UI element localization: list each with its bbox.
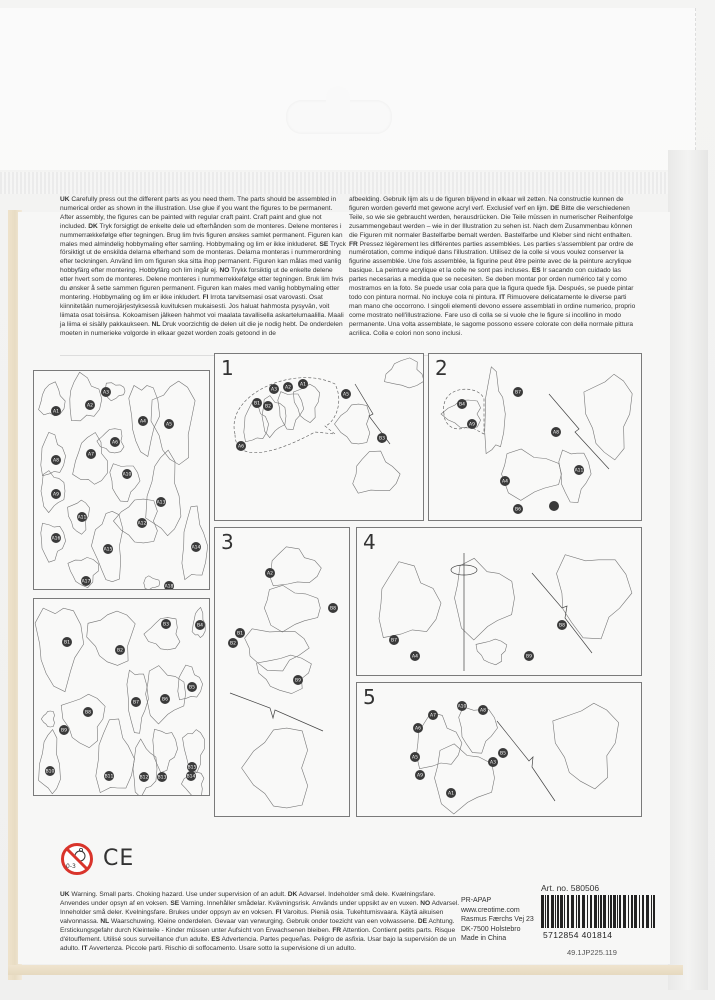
barcode-bar xyxy=(545,895,546,928)
language-text: Trykk forsiktig ut de enkelte delene etter hvert som de monteres. Delene monteres i nummerrekkefølge etter tegningen. Bruk lim hvis du ønsker å sette sammen figuren permanent. Figuren kan males med vanlig hobbymaling etter montering. Hobbymaling og lim er ikke inkludert. xyxy=(60,267,344,301)
svg-text:A16: A16 xyxy=(51,536,61,542)
language-code: NL xyxy=(100,918,110,925)
barcode-bar xyxy=(653,895,655,928)
svg-text:A6: A6 xyxy=(415,726,421,732)
part-outline xyxy=(485,367,506,454)
part-outline xyxy=(459,707,498,753)
barcode-bar xyxy=(564,895,565,928)
language-code: DE xyxy=(417,918,428,925)
svg-text:A11: A11 xyxy=(77,515,87,521)
barcode-bar xyxy=(598,895,599,928)
part-outline xyxy=(502,449,562,500)
language-code: IT xyxy=(499,293,506,301)
barcode-bar xyxy=(603,895,606,928)
part-label xyxy=(191,542,201,552)
part-outline xyxy=(379,562,441,638)
part-outline xyxy=(416,712,462,768)
part-label xyxy=(328,603,338,613)
step-4-illustration xyxy=(357,528,641,675)
barcode-bar xyxy=(547,895,549,928)
manufacturer-city: DK-7500 Holstebro xyxy=(461,925,521,933)
part-outline xyxy=(41,523,66,562)
step-5-illustration xyxy=(357,683,641,816)
svg-text:A7: A7 xyxy=(88,452,94,458)
step-number: 5 xyxy=(363,685,376,709)
part-label xyxy=(110,437,120,447)
instructions-left xyxy=(60,196,347,339)
language-code: DE xyxy=(550,204,560,212)
svg-text:A5: A5 xyxy=(166,422,172,428)
step-number: 4 xyxy=(363,530,376,554)
svg-text:A2: A2 xyxy=(285,385,291,391)
language-code: UK xyxy=(60,891,70,898)
barcode-bar xyxy=(555,895,556,928)
svg-text:B9: B9 xyxy=(295,678,301,684)
part-label xyxy=(187,682,197,692)
part-label xyxy=(457,701,467,711)
part-label xyxy=(115,645,125,655)
svg-text:A2: A2 xyxy=(87,403,93,409)
svg-text:B9: B9 xyxy=(61,728,67,734)
part-label xyxy=(103,544,113,554)
svg-text:A10: A10 xyxy=(122,472,132,478)
barcode-bar xyxy=(590,895,592,928)
language-text: Ir sacando con cuidado las partes necesarias a medida que se necesiten. Se deben montar por orden numérico tal y como mostramos en la foto. Se puede usar cola para que la figura quede fija. Después, se puede pintar todo con pintura normal. No incluye cola ni pintura. xyxy=(349,267,634,301)
language-text: Advarsel. Indeholder små dele. Kvælningsfare. Anvendes under opsyn af en voksen. xyxy=(60,891,436,907)
bag-header-flap xyxy=(0,8,696,170)
svg-text:A1: A1 xyxy=(300,382,306,388)
barcode-bar xyxy=(628,895,629,928)
svg-text:A3: A3 xyxy=(271,387,277,393)
svg-text:B6: B6 xyxy=(515,507,521,513)
svg-text:A7: A7 xyxy=(430,713,436,719)
part-label xyxy=(104,771,114,781)
svg-text:A2: A2 xyxy=(267,571,273,577)
part-label xyxy=(157,772,167,782)
svg-text:B3: B3 xyxy=(379,436,385,442)
barcode-bar xyxy=(651,895,652,928)
part-label xyxy=(77,512,87,522)
part-label xyxy=(488,757,498,767)
language-text: Varning. Innehåller smådelar. Kvävningsrisk. Används under uppsikt av en vuxen. xyxy=(180,900,421,907)
barcode-bar xyxy=(634,895,637,928)
language-code: NO xyxy=(420,900,431,907)
part-outline xyxy=(39,730,61,794)
part-outline xyxy=(70,372,102,421)
manufacturer-street: Rasmus Færchs Vej 23 xyxy=(461,916,534,924)
language-text: Warning. Small parts. Choking hazard. Use under supervision of an adult. xyxy=(71,891,288,898)
part-outline xyxy=(41,711,54,727)
part-label xyxy=(298,379,308,389)
bag-side-fold xyxy=(668,150,708,990)
part-label xyxy=(86,449,96,459)
language-text: Avvertenza. Piccole parti. Rischio di soffocamento. Usare sotto la supervisione di un adulto. xyxy=(88,945,356,952)
part-outline xyxy=(559,450,591,503)
part-outline xyxy=(257,655,312,694)
step-1-panel xyxy=(214,353,424,521)
svg-text:A5: A5 xyxy=(412,755,418,761)
barcode-bar xyxy=(600,895,602,928)
part-label xyxy=(137,518,147,528)
barcode-bar xyxy=(571,895,574,928)
part-outline xyxy=(245,629,310,671)
part-label xyxy=(574,465,584,475)
part-label xyxy=(51,406,61,416)
svg-text:B5: B5 xyxy=(500,751,506,757)
svg-text:B7: B7 xyxy=(391,638,397,644)
article-number: Art. no. 580506 xyxy=(541,883,600,893)
completion-divider xyxy=(230,693,323,731)
part-label xyxy=(186,771,196,781)
part-label xyxy=(85,400,95,410)
part-label xyxy=(59,725,69,735)
completion-divider xyxy=(532,573,592,653)
barcode-bar xyxy=(587,895,588,928)
svg-text:B10: B10 xyxy=(45,769,55,775)
barcode-bar xyxy=(608,895,609,928)
step-3-illustration xyxy=(215,528,349,816)
svg-text:A6: A6 xyxy=(238,444,244,450)
part-label xyxy=(62,637,72,647)
barcode-bar xyxy=(617,895,618,928)
part-label xyxy=(549,501,559,511)
language-text: Achtung. Erstickungsgefahr durch Kleinteile - Kinder müssen unter Aufsicht von Erwachsenen bleiben. xyxy=(60,918,455,934)
barcode-bar xyxy=(551,895,554,928)
language-code: UK xyxy=(60,196,70,203)
part-label xyxy=(498,748,508,758)
language-text: Waarschuwing. Kleine onderdelen. Gevaar van verwurging. Gebruik onder toezicht van een volwassene. xyxy=(110,918,418,925)
part-label xyxy=(51,533,61,543)
part-outline xyxy=(35,608,84,692)
svg-text:A4: A4 xyxy=(140,419,146,425)
part-outline xyxy=(455,558,515,640)
part-label xyxy=(265,568,275,578)
svg-text:B13: B13 xyxy=(157,775,167,781)
barcode-number: 5712854 401814 xyxy=(543,930,613,940)
part-label xyxy=(410,651,420,661)
barcode-bar xyxy=(613,895,616,928)
svg-text:B8: B8 xyxy=(85,710,91,716)
svg-text:A9: A9 xyxy=(469,422,475,428)
svg-text:A12: A12 xyxy=(137,521,147,527)
language-code: SE xyxy=(170,900,180,907)
barcode-bar xyxy=(576,895,577,928)
barcode-bar xyxy=(578,895,580,928)
part-label xyxy=(195,620,205,630)
svg-text:A11: A11 xyxy=(574,468,584,474)
language-code: NO xyxy=(219,267,230,275)
svg-text:B3: B3 xyxy=(163,622,169,628)
language-text: Advertencia. Partes pequeñas. Peligro de asfixia. Usar bajo la supervisión de un adulto. xyxy=(60,936,457,952)
part-label xyxy=(81,576,91,586)
language-code: FI xyxy=(275,909,282,916)
part-label xyxy=(446,788,456,798)
part-outline xyxy=(242,728,308,808)
barcode-bar xyxy=(541,895,544,928)
language-code: FI xyxy=(202,293,209,301)
svg-text:A9: A9 xyxy=(417,773,423,779)
part-label xyxy=(389,635,399,645)
part-label xyxy=(156,497,166,507)
part-outline xyxy=(110,464,140,502)
language-code: FR xyxy=(349,240,358,248)
svg-text:B1: B1 xyxy=(64,640,70,646)
part-outline xyxy=(278,392,304,430)
part-label xyxy=(131,697,141,707)
step-3-panel xyxy=(214,527,350,817)
part-label xyxy=(283,382,293,392)
part-label xyxy=(164,581,174,589)
barcode-bar xyxy=(623,895,626,928)
part-label xyxy=(500,476,510,486)
svg-text:B4: B4 xyxy=(197,623,203,629)
parts-sheet-b xyxy=(33,598,210,796)
part-label xyxy=(269,384,279,394)
part-label xyxy=(293,675,303,685)
language-text: Tryck försiktigt ut de enskilda delarna efterhand som de monteras. Delarna monteras i nummerordning efter teckningen. Använd lim om figuren ska sitta ihop permanent. Figuren kan målas med vanlig hobbyfärg efter montering. Hobbyfärg och lim ingår ej. xyxy=(60,240,346,275)
part-label xyxy=(377,433,387,443)
part-label xyxy=(428,710,438,720)
language-code: ES xyxy=(531,267,541,275)
language-text: Pressez légèrement les différentes parties assemblées. Les parties s'assemblent par ordre de numérotation, comme indiqué dans l'illustration. Utilisez de la colle si vous voulez conserver la figurine assemblée. Une fois assemblée, la figurine peut être peinte avec de la peinture acrylique basique. La peinture acrylique et la colle ne sont pas incluses. xyxy=(349,240,634,275)
language-text: Irrota tarvitsemasi osat varovasti. Osat kiinnitetään numerojärjestyksessä kuvituksen mukaisesti. Jos haluat hahmosta pysyvän, voit liimata osat toisiinsa. Kokoamisen jälkeen hahmot voi maalata tavallisella askartelumaalilla. Maali ja liima ei sisälly pakkaukseen. xyxy=(60,293,344,328)
part-outline xyxy=(144,576,160,589)
barcode xyxy=(541,895,657,931)
language-text: Carefully press out the different parts as you need them. The parts should be assembled in numerical order as shown in the illustration. Use glue if you want the figures to be permanent. After assembly, the figures can be painted with regular craft paint. Craft paint and glue not included. xyxy=(60,196,337,230)
svg-text:B14: B14 xyxy=(186,774,196,780)
svg-text:A13: A13 xyxy=(156,500,166,506)
parts-sheet-a-drawing xyxy=(34,371,209,589)
language-text: Druk voorzichtig de delen uit die je nodig hebt. De onderdelen moeten in numerieke volgorde in elkaar gezet worden zoals getoond in de xyxy=(60,320,343,337)
manufacturer-code: PR-APAP xyxy=(461,897,492,904)
step-number: 2 xyxy=(435,356,448,380)
svg-text:A1: A1 xyxy=(448,791,454,797)
svg-text:A15: A15 xyxy=(103,547,113,553)
part-label xyxy=(228,638,238,648)
svg-text:B1: B1 xyxy=(237,631,243,637)
svg-text:A5: A5 xyxy=(343,392,349,398)
batch-code: 49.1JP225.119 xyxy=(567,948,617,957)
part-outline xyxy=(353,451,400,493)
part-label xyxy=(263,401,273,411)
part-label xyxy=(252,398,262,408)
part-label xyxy=(341,389,351,399)
svg-text:A8: A8 xyxy=(480,708,486,714)
svg-text:A8: A8 xyxy=(553,430,559,436)
wood-board-bottom-edge xyxy=(8,965,683,975)
svg-text:A6: A6 xyxy=(112,440,118,446)
language-code: DK xyxy=(88,222,98,230)
part-label xyxy=(513,504,523,514)
age-warning-icon xyxy=(60,842,94,876)
svg-text:B2: B2 xyxy=(265,404,271,410)
barcode-bar xyxy=(582,895,585,928)
step-number: 1 xyxy=(221,356,234,380)
part-label xyxy=(160,694,170,704)
language-code: ES xyxy=(211,936,221,943)
part-outline xyxy=(87,611,136,665)
svg-text:A9: A9 xyxy=(53,492,59,498)
svg-text:B15: B15 xyxy=(187,765,197,771)
part-outline xyxy=(270,547,322,586)
completion-divider xyxy=(497,721,555,801)
part-label xyxy=(187,762,197,772)
parts-sheet-a xyxy=(33,370,210,590)
part-label xyxy=(51,455,61,465)
part-label xyxy=(524,651,534,661)
part-label xyxy=(513,387,523,397)
part-label xyxy=(557,620,567,630)
svg-text:B4: B4 xyxy=(459,402,465,408)
manufacturer-website: www.creotime.com xyxy=(461,906,520,914)
svg-text:A14: A14 xyxy=(191,545,201,551)
language-code: FR xyxy=(332,927,342,934)
svg-text:A1: A1 xyxy=(53,409,59,415)
language-text: Attention. Contient petits parts. Risque d'étouffement. Utilisé sous surveillance d'un adulte. xyxy=(60,927,456,943)
svg-text:B7: B7 xyxy=(515,390,521,396)
parts-sheet-b-drawing xyxy=(34,599,209,795)
part-outline xyxy=(557,555,632,639)
manufacturer-address xyxy=(461,896,534,944)
barcode-bar xyxy=(560,895,563,928)
age-label: 0-3 xyxy=(66,863,76,870)
barcode-bar xyxy=(619,895,621,928)
part-label xyxy=(45,766,55,776)
part-outline xyxy=(584,374,632,460)
barcode-bar xyxy=(567,895,569,928)
part-outline xyxy=(435,744,495,814)
svg-text:B2: B2 xyxy=(117,648,123,654)
barcode-bar xyxy=(557,895,559,928)
part-outline xyxy=(61,694,105,748)
step-1-illustration xyxy=(215,354,423,520)
part-label xyxy=(467,419,477,429)
step-number: 3 xyxy=(221,530,234,554)
step-4-panel xyxy=(356,527,642,676)
hang-hole xyxy=(286,100,392,134)
svg-text:B7: B7 xyxy=(133,700,139,706)
step-2-panel xyxy=(428,353,642,521)
svg-text:B12: B12 xyxy=(139,775,149,781)
svg-text:B8: B8 xyxy=(330,606,336,612)
part-label xyxy=(122,469,132,479)
barcode-bar xyxy=(639,895,640,928)
language-code: DK xyxy=(287,891,298,898)
language-text: Tryk forsigtigt de enkelte dele ud efterhånden som de monteres. Delene monteres i nummerrækkefølge efter tegningen. Brug lim hvis figuren ønskes samlet permanent. Figuren kan males med almindelig hobbymaling efter samling. Hobbymaling og lim er ikke inkluderet. xyxy=(60,222,343,248)
part-label xyxy=(457,399,467,409)
part-outline xyxy=(476,639,507,665)
barcode-bar xyxy=(594,895,597,928)
svg-text:A3: A3 xyxy=(490,760,496,766)
language-code: NL xyxy=(151,320,161,328)
svg-text:B5: B5 xyxy=(189,685,195,691)
svg-text:B9: B9 xyxy=(526,654,532,660)
svg-text:B8: B8 xyxy=(559,623,565,629)
step-2-illustration xyxy=(429,354,641,520)
svg-text:B2: B2 xyxy=(230,641,236,647)
part-label xyxy=(161,619,171,629)
svg-text:A4: A4 xyxy=(412,654,418,660)
safety-warnings xyxy=(60,890,460,953)
bag-seal xyxy=(0,172,690,194)
part-label xyxy=(138,416,148,426)
svg-text:A18: A18 xyxy=(164,584,174,589)
ce-mark: CE xyxy=(103,846,135,871)
part-label xyxy=(415,770,425,780)
part-label xyxy=(139,772,149,782)
part-label xyxy=(83,707,93,717)
barcode-bar xyxy=(631,895,633,928)
instructions-right xyxy=(349,196,641,339)
part-outline xyxy=(96,719,135,793)
part-label xyxy=(101,387,111,397)
part-label xyxy=(235,628,245,638)
part-label xyxy=(236,441,246,451)
part-label xyxy=(51,489,61,499)
part-label xyxy=(413,723,423,733)
language-text: Bitte die verschiedenen Teile, so wie sie gebraucht werden, herausdrücken. Die Teile müssen in numerischer Reihenfolge zusammengebaut werden – wie in der Illustration zu sehen ist. Nach dem Zusammenbau können die Figuren mit normaler Bastelfarbe bemalt werden. Bastelfarbe und Kleber sind nicht enthalten. xyxy=(349,204,633,239)
language-text: Varoitus. Pieniä osia. Tukehtumisvaara. Käytä aikuisen valvonnassa. xyxy=(60,909,444,925)
part-outline xyxy=(553,703,619,789)
svg-text:A3: A3 xyxy=(103,390,109,396)
language-text: afbeelding. Gebruik lijm als u de figuren blijvend in elkaar wil zetten. Na constructie kunnen de figuren worden geverfd met gewone acryl verf. Exclusief verf en lijm. xyxy=(349,196,624,212)
part-outline xyxy=(41,432,66,475)
language-code: IT xyxy=(81,945,88,952)
part-outline xyxy=(335,404,370,444)
language-text: Advarsel. Inneholder små deler. Kvelningsfare. Brukes under oppsyn av en voksen. xyxy=(60,900,460,916)
step-5-panel xyxy=(356,682,642,817)
svg-text:A4: A4 xyxy=(502,479,508,485)
language-text: Rimuovere delicatamente le diverse parti man mano che occorrono. I singoli elementi devono essere assemblati in ordine numerico, proprio come mostrato nell'illustrazione. Fare uso di colla se si vuole che le figure si incollino in modo permanente. Una volta assemblate, le sagome possono essere colorate con della normale pittura acrilica. Colla e colori non sono inclusi. xyxy=(349,293,636,337)
svg-text:A10: A10 xyxy=(457,704,467,710)
part-label xyxy=(551,427,561,437)
svg-text:B1: B1 xyxy=(254,401,260,407)
svg-text:A8: A8 xyxy=(53,458,59,464)
part-outline xyxy=(293,384,319,423)
part-label xyxy=(410,752,420,762)
svg-text:A17: A17 xyxy=(81,579,91,585)
manufacturer-origin: Made in China xyxy=(461,935,507,943)
part-outline xyxy=(264,585,320,632)
part-label xyxy=(478,705,488,715)
svg-text:B11: B11 xyxy=(104,774,114,780)
svg-text:B6: B6 xyxy=(162,697,168,703)
barcode-bar xyxy=(642,895,644,928)
barcode-bar xyxy=(610,895,612,928)
part-label xyxy=(164,419,174,429)
detail-callout xyxy=(444,389,484,434)
barcode-bar xyxy=(646,895,649,928)
part-outline xyxy=(385,358,424,388)
language-code: SE xyxy=(319,240,329,248)
